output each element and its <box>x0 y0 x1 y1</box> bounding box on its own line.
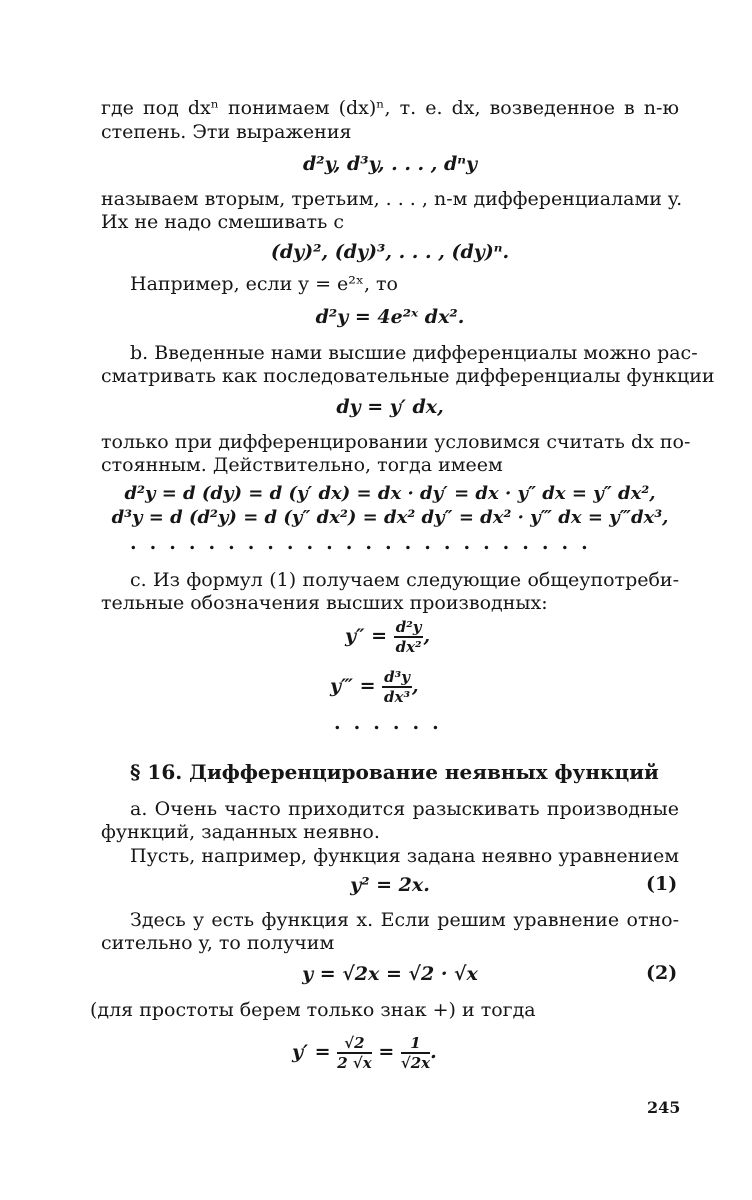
formula-differentials: d²y, d³y, . . . , dⁿy <box>302 153 478 175</box>
formula-lhs: y″ = <box>345 625 388 647</box>
formula-punct: . <box>430 1041 437 1063</box>
paragraph-line: функций, заданных неявно. <box>101 821 380 843</box>
paragraph-line: только при дифференцировании условимся считать dx по- <box>101 431 691 453</box>
formula-second-derivative <box>345 618 430 656</box>
equation-2: y = √2x = √2 · √x <box>302 963 478 985</box>
fraction <box>382 668 412 706</box>
equation-number: (1) <box>646 873 678 895</box>
fraction-denominator: 2 √x <box>337 1054 372 1072</box>
formula-third-differential: d³y = d (d²y) = d (y″ dx²) = dx² dy″ = dx² · y‴ dx = y‴dx³, <box>111 507 669 528</box>
formula-example: d²y = 4e²ˣ dx². <box>315 306 465 328</box>
page-number: 245 <box>647 1098 681 1117</box>
paragraph-line: Пусть, например, функция задана неявно уравнением <box>130 845 679 867</box>
paragraph-line: a. Очень часто приходится разыскивать производные <box>130 798 679 820</box>
equation-1: y² = 2x. <box>350 874 430 896</box>
fraction-denominator: dx² <box>395 638 422 656</box>
fraction <box>401 1034 430 1072</box>
fraction-denominator: dx³ <box>384 688 411 706</box>
paragraph-line: b. Введенные нами высшие дифференциалы можно рас- <box>130 342 698 364</box>
fraction <box>337 1034 371 1072</box>
fraction-denominator: √2x <box>400 1054 431 1072</box>
paragraph-line: Здесь y есть функция x. Если решим уравнение отно- <box>130 909 679 931</box>
formula-lhs: y‴ = <box>330 675 376 697</box>
paragraph-line: сматривать как последовательные дифференциалы функции <box>101 365 715 387</box>
fraction-numerator: 1 <box>401 1034 430 1054</box>
fraction <box>394 618 424 656</box>
formula-third-derivative <box>330 668 419 706</box>
paragraph-line: Например, если y = e²ˣ, то <box>130 273 398 295</box>
fraction-numerator: √2 <box>337 1034 371 1054</box>
paragraph-line: c. Из формул (1) получаем следующие общеупотреби- <box>130 569 679 591</box>
equals-sign: = <box>378 1041 395 1063</box>
paragraph-line: стоянным. Действительно, тогда имеем <box>101 454 503 476</box>
formula-derivative-result <box>292 1034 437 1072</box>
fraction-numerator: d³y <box>384 668 410 686</box>
section-heading: § 16. Дифференцирование неявных функций <box>130 760 659 784</box>
paragraph-line: (для простоты берем только знак +) и тогда <box>90 999 536 1021</box>
paragraph-line: где под dxⁿ понимаем (dx)ⁿ, т. е. dx, возведенное в n-ю <box>101 97 679 119</box>
formula-powers: (dy)², (dy)³, . . . , (dy)ⁿ. <box>270 241 510 263</box>
formula-dy: dy = y′ dx, <box>336 396 444 418</box>
paragraph-line: Их не надо смешивать с <box>101 211 344 233</box>
paragraph-line: тельные обозначения высших производных: <box>101 592 548 614</box>
ellipsis-row: ........................ <box>130 532 601 554</box>
ellipsis-row: ...... <box>334 712 452 734</box>
formula-punct: , <box>423 625 431 647</box>
paragraph-line: называем вторым, третьим, . . . , n-м дифференциалами y. <box>101 188 683 210</box>
formula-second-differential: d²y = d (dy) = d (y′ dx) = dx · dy′ = dx · y″ dx = y″ dx², <box>124 483 656 504</box>
formula-punct: , <box>411 675 419 697</box>
formula-lhs: y′ = <box>292 1041 331 1063</box>
fraction-numerator: d²y <box>395 618 422 636</box>
paragraph-line: степень. Эти выражения <box>101 121 352 143</box>
equation-number: (2) <box>646 962 678 984</box>
paragraph-line: сительно y, то получим <box>101 932 335 954</box>
